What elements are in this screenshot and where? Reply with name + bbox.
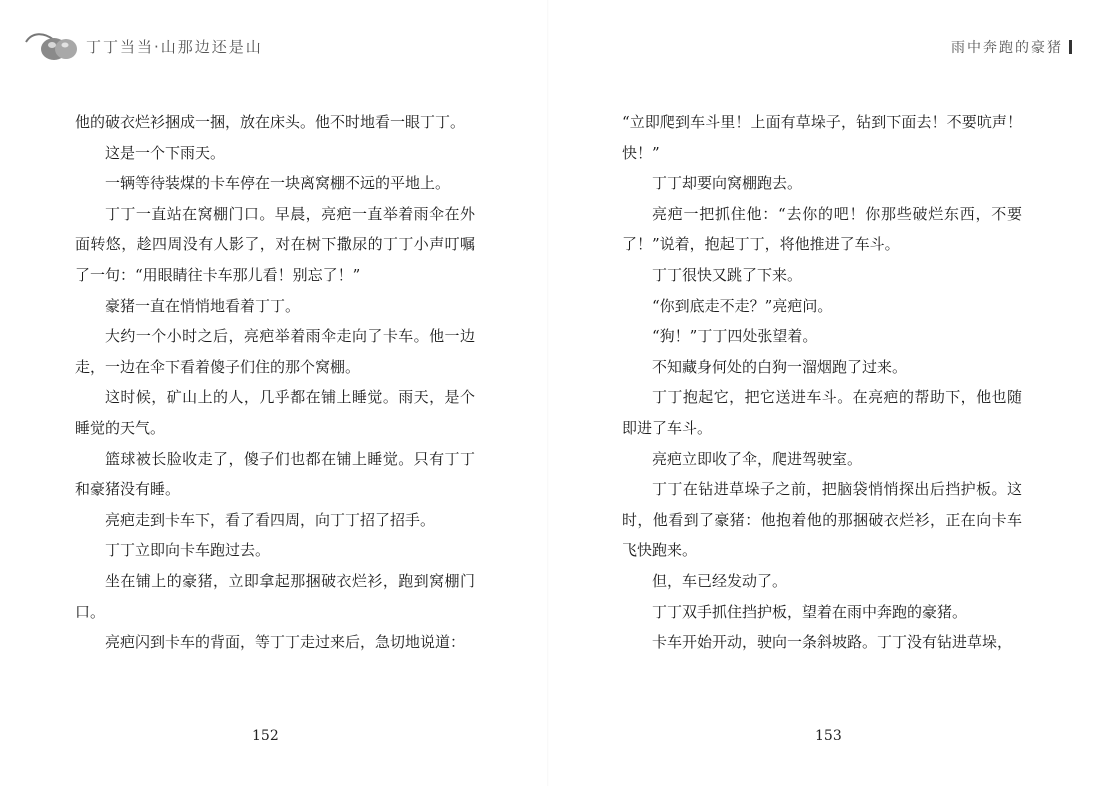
paragraph: 丁丁在钻进草垛子之前，把脑袋悄悄探出后挡护板。这时，他看到了豪猪：他抱着他的那捆破衣烂衫，正在向卡车飞快跑来。 [622,480,1022,560]
paragraph: 大约一个小时之后，亮疤举着雨伞走向了卡车。他一边走，一边在伞下看着傻子们住的那个窝棚。 [75,327,475,376]
paragraph: 坐在铺上的豪猪，立即拿起那捆破衣烂衫，跑到窝棚门口。 [75,571,475,621]
chapter-title: 雨中奔跑的豪猪 [951,40,1063,56]
series-title: 丁丁当当·山那边还是山 [86,38,263,56]
page-number-left: 152 [252,728,279,744]
paragraph: 篮球被长脸收走了，傻子们也都在铺上睡觉。只有丁丁和豪猪没有睡。 [75,449,475,499]
paragraph: 亮疤闪到卡车的背面，等丁丁走过来后，急切地说道： [105,633,466,652]
paragraph: 不知藏身何处的白狗一溜烟跑了过来。 [652,357,908,376]
paragraph: 丁丁一直站在窝棚门口。早晨，亮疤一直举着雨伞在外面转悠，趁四周没有人影了，对在树下撒尿的丁丁小声叮嘱了一句：“用眼睛往卡车那儿看！别忘了！” [75,204,475,284]
paragraph: “立即爬到车斗里！上面有草垛子，钻到下面去！不要吭声！快！” [622,113,1022,162]
paragraph: 一辆等待装煤的卡车停在一块离窝棚不远的平地上。 [105,174,451,193]
paragraph: 丁丁立即向卡车跑过去。 [105,541,271,560]
paragraph: 豪猪一直在悄悄地看着丁丁。 [105,296,301,315]
paragraph: 丁丁很快又跳了下来。 [652,265,803,284]
page-number-right: 153 [815,728,842,744]
paragraph: “狗！”丁丁四处张望着。 [652,327,818,346]
running-header-left [24,26,444,66]
paragraph: 亮疤一把抓住他：“去你的吧！你那些破烂东西，不要了！”说着，抱起丁丁，将他推进了车斗。 [622,204,1022,254]
paragraph: 丁丁双手抓住挡护板，望着在雨中奔跑的豪猪。 [652,602,968,621]
bean-pod-logo-icon [24,28,80,64]
paragraph: 丁丁却要向窝棚跑去。 [652,174,803,193]
paragraph: “你到底走不走？”亮疤问。 [652,296,833,315]
chapter-marker [1069,40,1072,54]
paragraph: 亮疤立即收了伞，爬进驾驶室。 [652,449,863,468]
paragraph: 亮疤走到卡车下，看了看四周，向丁丁招了招手。 [105,510,436,529]
paragraph: 丁丁抱起它，把它送进车斗。在亮疤的帮助下，他也随即进了车斗。 [622,388,1022,437]
left-page-body [75,107,475,658]
page-gutter [547,0,549,786]
paragraph: 这是一个下雨天。 [105,143,226,162]
paragraph: 但，车已经发动了。 [652,571,788,590]
paragraph: 卡车开始开动，驶向一条斜坡路。丁丁没有钻进草垛， [652,633,1013,652]
paragraph: 这时候，矿山上的人，几乎都在铺上睡觉。雨天，是个睡觉的天气。 [75,388,475,437]
right-page-body [622,107,1022,658]
running-header-right [951,36,1072,58]
paragraph: 他的破衣烂衫捆成一捆，放在床头。他不时地看一眼丁丁。 [75,113,466,131]
